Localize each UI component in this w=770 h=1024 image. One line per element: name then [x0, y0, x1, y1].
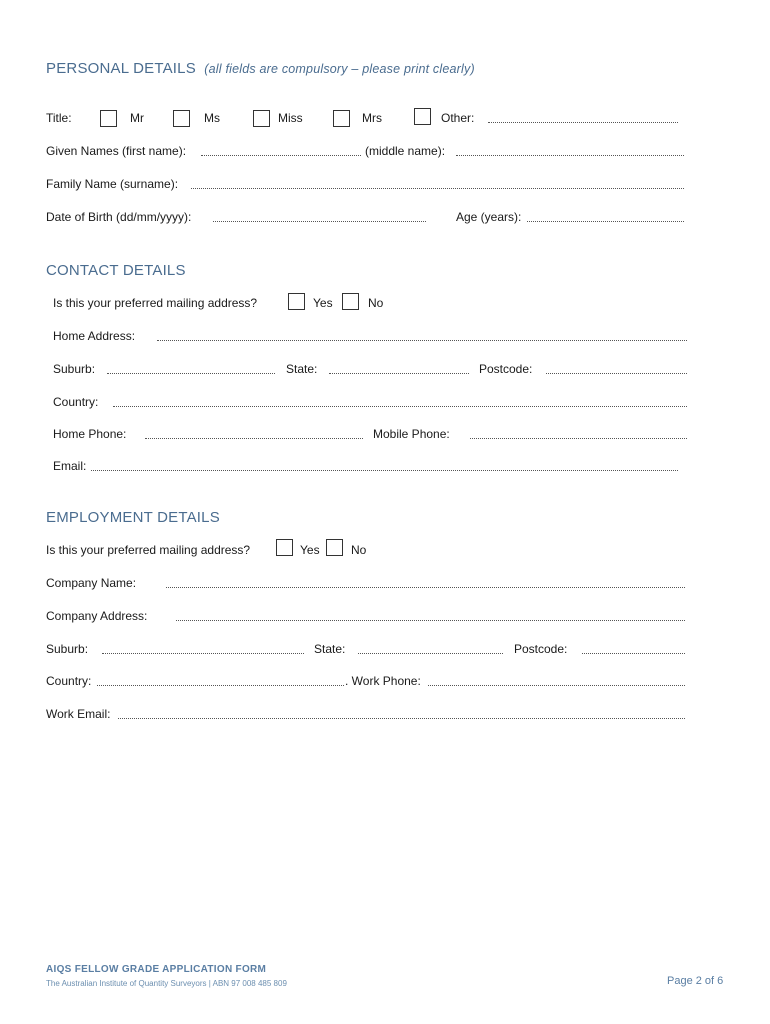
contact-mailing-yes-label: Yes [313, 296, 333, 310]
employment-suburb-field[interactable] [102, 643, 304, 654]
personal-details-heading [46, 60, 475, 77]
employment-mailing-yes-checkbox[interactable] [276, 539, 293, 556]
home-phone-label: Home Phone: [53, 427, 127, 441]
home-address-field[interactable] [157, 330, 687, 341]
middle-name-field[interactable] [456, 145, 684, 156]
title-miss-checkbox[interactable] [253, 110, 270, 127]
title-ms-label: Ms [204, 111, 220, 125]
contact-mailing-yes-checkbox[interactable] [288, 293, 305, 310]
contact-state-field[interactable] [329, 363, 469, 374]
employment-details-heading: EMPLOYMENT DETAILS [46, 509, 220, 526]
company-name-label: Company Name: [46, 576, 137, 590]
title-miss-label: Miss [278, 111, 303, 125]
footer-institute-line: The Australian Institute of Quantity Surveyors | ABN 97 008 485 809 [46, 979, 287, 988]
home-address-label: Home Address: [53, 329, 136, 343]
footer-form-title: AIQS FELLOW GRADE APPLICATION FORM [46, 964, 267, 975]
title-label: Title: [46, 111, 72, 125]
email-label: Email: [53, 459, 87, 473]
employment-state-field[interactable] [358, 643, 503, 654]
contact-country-label: Country: [53, 395, 99, 409]
title-mr-label: Mr [130, 111, 144, 125]
title-ms-checkbox[interactable] [173, 110, 190, 127]
contact-mailing-no-label: No [368, 296, 384, 310]
employment-postcode-label: Postcode: [514, 642, 568, 656]
title-mrs-label: Mrs [362, 111, 382, 125]
family-name-label: Family Name (surname): [46, 177, 179, 191]
employment-postcode-field[interactable] [582, 643, 685, 654]
employment-country-label: Country: [46, 674, 92, 688]
title-mrs-checkbox[interactable] [333, 110, 350, 127]
mobile-phone-field[interactable] [470, 428, 687, 439]
contact-country-field[interactable] [113, 396, 687, 407]
employment-state-label: State: [314, 642, 346, 656]
age-label: Age (years): [456, 210, 522, 224]
employment-country-field[interactable] [97, 675, 344, 686]
contact-details-heading: CONTACT DETAILS [46, 262, 186, 279]
personal-heading-note: (all fields are compulsory – please print clearly) [204, 62, 475, 76]
given-names-field[interactable] [201, 145, 361, 156]
title-mr-checkbox[interactable] [100, 110, 117, 127]
contact-mailing-no-checkbox[interactable] [342, 293, 359, 310]
work-email-label: Work Email: [46, 707, 111, 721]
family-name-field[interactable] [191, 178, 684, 189]
work-email-field[interactable] [118, 708, 685, 719]
company-address-field[interactable] [176, 610, 685, 621]
email-field[interactable] [91, 460, 678, 471]
company-address-label: Company Address: [46, 609, 148, 623]
age-field[interactable] [527, 211, 684, 222]
home-phone-field[interactable] [145, 428, 363, 439]
title-other-label: Other: [441, 111, 475, 125]
work-phone-field[interactable] [428, 675, 685, 686]
mobile-phone-label: Mobile Phone: [373, 427, 450, 441]
page-number: Page 2 of 6 [667, 975, 724, 987]
title-other-checkbox[interactable] [414, 108, 431, 125]
contact-state-label: State: [286, 362, 318, 376]
employment-mailing-no-label: No [351, 543, 367, 557]
company-name-field[interactable] [166, 577, 685, 588]
employment-mailing-yes-label: Yes [300, 543, 320, 557]
dob-field[interactable] [213, 211, 426, 222]
dob-label: Date of Birth (dd/mm/yyyy): [46, 210, 192, 224]
contact-postcode-label: Postcode: [479, 362, 533, 376]
employment-mailing-no-checkbox[interactable] [326, 539, 343, 556]
employment-suburb-label: Suburb: [46, 642, 89, 656]
contact-suburb-field[interactable] [107, 363, 275, 374]
employment-mailing-question: Is this your preferred mailing address? [46, 543, 251, 557]
personal-heading-text: PERSONAL DETAILS [46, 60, 196, 77]
contact-postcode-field[interactable] [546, 363, 687, 374]
given-names-label: Given Names (first name): [46, 144, 187, 158]
contact-suburb-label: Suburb: [53, 362, 96, 376]
title-other-field[interactable] [488, 112, 678, 123]
middle-name-label: (middle name): [365, 144, 446, 158]
contact-mailing-question: Is this your preferred mailing address? [53, 296, 258, 310]
work-phone-label: . Work Phone: [345, 674, 421, 688]
